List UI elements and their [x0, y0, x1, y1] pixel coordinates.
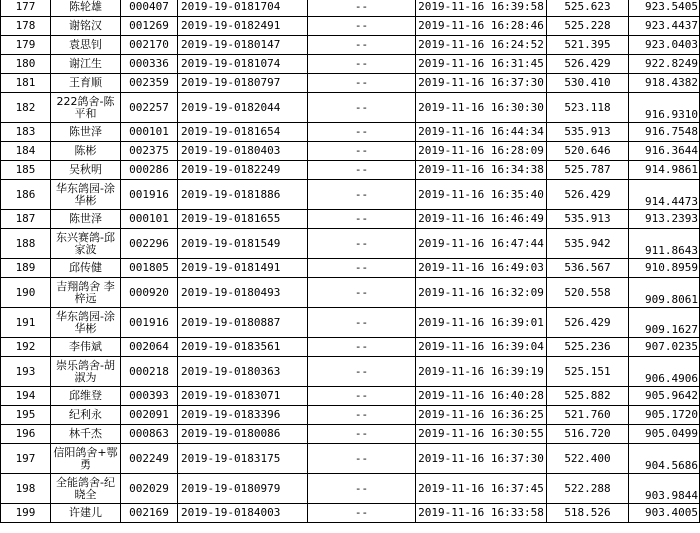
distance-cell: 525.623: [547, 0, 629, 17]
ring-number-cell: 2019-19-0183071: [178, 387, 308, 406]
arrival-time-cell: 2019-11-16 16:39:19: [416, 357, 547, 387]
speed-cell: 914.4473: [629, 180, 700, 210]
rank-cell: 182: [1, 93, 51, 123]
note-cell: --: [308, 278, 416, 308]
name-cell: 陈彬: [51, 142, 121, 161]
distance-cell: 521.395: [547, 36, 629, 55]
speed-cell: 910.8959: [629, 259, 700, 278]
name-cell: 陈轮雄: [51, 0, 121, 17]
name-cell: 东兴赛鸽-邱家波: [51, 229, 121, 259]
id-cell: 002359: [121, 74, 178, 93]
note-cell: --: [308, 259, 416, 278]
rank-cell: 178: [1, 17, 51, 36]
speed-cell: 916.7548: [629, 123, 700, 142]
ring-number-cell: 2019-19-0181074: [178, 55, 308, 74]
distance-cell: 516.720: [547, 425, 629, 444]
note-cell: --: [308, 93, 416, 123]
distance-cell: 526.429: [547, 55, 629, 74]
table-row: [1, 36, 700, 55]
rank-cell: 196: [1, 425, 51, 444]
speed-cell: 909.1627: [629, 308, 700, 338]
rank-cell: 198: [1, 474, 51, 504]
speed-cell: 903.9844: [629, 474, 700, 504]
arrival-time-cell: 2019-11-16 16:36:25: [416, 406, 547, 425]
distance-cell: 535.942: [547, 229, 629, 259]
arrival-time-cell: 2019-11-16 16:35:40: [416, 180, 547, 210]
rank-cell: 197: [1, 444, 51, 474]
name-cell: 华东鸽园-涂华彬: [51, 308, 121, 338]
speed-cell: 916.3644: [629, 142, 700, 161]
note-cell: --: [308, 210, 416, 229]
rank-cell: 195: [1, 406, 51, 425]
arrival-time-cell: 2019-11-16 16:40:28: [416, 387, 547, 406]
name-cell: 吉翔鸽舍 李梓远: [51, 278, 121, 308]
table-row: [1, 406, 700, 425]
name-cell: 李伟斌: [51, 338, 121, 357]
name-cell: 邱维登: [51, 387, 121, 406]
rank-cell: 181: [1, 74, 51, 93]
speed-cell: 909.8061: [629, 278, 700, 308]
name-cell: 全能鸽舍-纪晓全: [51, 474, 121, 504]
distance-cell: 526.429: [547, 308, 629, 338]
ring-number-cell: 2019-19-0183175: [178, 444, 308, 474]
speed-cell: 916.9310: [629, 93, 700, 123]
id-cell: 002029: [121, 474, 178, 504]
table-row: [1, 504, 700, 523]
rank-cell: 179: [1, 36, 51, 55]
note-cell: --: [308, 229, 416, 259]
rank-cell: 199: [1, 504, 51, 523]
id-cell: 001269: [121, 17, 178, 36]
id-cell: 001916: [121, 308, 178, 338]
arrival-time-cell: 2019-11-16 16:37:45: [416, 474, 547, 504]
note-cell: --: [308, 444, 416, 474]
name-cell: 崇乐鸽舍-胡淑为: [51, 357, 121, 387]
speed-cell: 911.8643: [629, 229, 700, 259]
distance-cell: 522.400: [547, 444, 629, 474]
ring-number-cell: 2019-19-0181491: [178, 259, 308, 278]
ring-number-cell: 2019-19-0180147: [178, 36, 308, 55]
note-cell: --: [308, 387, 416, 406]
arrival-time-cell: 2019-11-16 16:30:55: [416, 425, 547, 444]
note-cell: --: [308, 142, 416, 161]
distance-cell: 535.913: [547, 123, 629, 142]
distance-cell: 525.151: [547, 357, 629, 387]
speed-cell: 923.5405: [629, 0, 700, 17]
arrival-time-cell: 2019-11-16 16:39:01: [416, 308, 547, 338]
rank-cell: 177: [1, 0, 51, 17]
distance-cell: 535.913: [547, 210, 629, 229]
id-cell: 002169: [121, 504, 178, 523]
ring-number-cell: 2019-19-0180403: [178, 142, 308, 161]
table-row: [1, 338, 700, 357]
note-cell: --: [308, 406, 416, 425]
distance-cell: 521.760: [547, 406, 629, 425]
arrival-time-cell: 2019-11-16 16:49:03: [416, 259, 547, 278]
note-cell: --: [308, 74, 416, 93]
rank-cell: 193: [1, 357, 51, 387]
arrival-time-cell: 2019-11-16 16:46:49: [416, 210, 547, 229]
ring-number-cell: 2019-19-0180887: [178, 308, 308, 338]
rank-cell: 180: [1, 55, 51, 74]
ring-number-cell: 2019-19-0181655: [178, 210, 308, 229]
speed-cell: 903.4005: [629, 504, 700, 523]
table-row: [1, 444, 700, 474]
ring-number-cell: 2019-19-0183561: [178, 338, 308, 357]
id-cell: 000920: [121, 278, 178, 308]
note-cell: --: [308, 308, 416, 338]
table-row: [1, 93, 700, 123]
arrival-time-cell: 2019-11-16 16:28:09: [416, 142, 547, 161]
ring-number-cell: 2019-19-0180086: [178, 425, 308, 444]
ring-number-cell: 2019-19-0184003: [178, 504, 308, 523]
table-row: [1, 17, 700, 36]
ring-number-cell: 2019-19-0181704: [178, 0, 308, 17]
note-cell: --: [308, 357, 416, 387]
table-row: [1, 123, 700, 142]
distance-cell: 520.646: [547, 142, 629, 161]
speed-cell: 922.8249: [629, 55, 700, 74]
note-cell: --: [308, 180, 416, 210]
arrival-time-cell: 2019-11-16 16:24:52: [416, 36, 547, 55]
name-cell: 谢铭汉: [51, 17, 121, 36]
rank-cell: 188: [1, 229, 51, 259]
arrival-time-cell: 2019-11-16 16:32:09: [416, 278, 547, 308]
ring-number-cell: 2019-19-0180797: [178, 74, 308, 93]
note-cell: --: [308, 123, 416, 142]
ring-number-cell: 2019-19-0180979: [178, 474, 308, 504]
distance-cell: 522.288: [547, 474, 629, 504]
speed-cell: 914.9861: [629, 161, 700, 180]
id-cell: 001916: [121, 180, 178, 210]
note-cell: --: [308, 17, 416, 36]
speed-cell: 905.1720: [629, 406, 700, 425]
ring-number-cell: 2019-19-0183396: [178, 406, 308, 425]
table-row: [1, 161, 700, 180]
distance-cell: 526.429: [547, 180, 629, 210]
note-cell: --: [308, 504, 416, 523]
table-row: [1, 308, 700, 338]
rank-cell: 183: [1, 123, 51, 142]
id-cell: 000218: [121, 357, 178, 387]
ring-number-cell: 2019-19-0180493: [178, 278, 308, 308]
ring-number-cell: 2019-19-0182044: [178, 93, 308, 123]
note-cell: --: [308, 338, 416, 357]
id-cell: 002064: [121, 338, 178, 357]
ring-number-cell: 2019-19-0181549: [178, 229, 308, 259]
distance-cell: 525.236: [547, 338, 629, 357]
id-cell: 000407: [121, 0, 178, 17]
id-cell: 000863: [121, 425, 178, 444]
rank-cell: 190: [1, 278, 51, 308]
name-cell: 陈世泽: [51, 210, 121, 229]
table-row: [1, 474, 700, 504]
name-cell: 纪利永: [51, 406, 121, 425]
arrival-time-cell: 2019-11-16 16:47:44: [416, 229, 547, 259]
id-cell: 002091: [121, 406, 178, 425]
speed-cell: 923.4437: [629, 17, 700, 36]
id-cell: 002249: [121, 444, 178, 474]
table-row: [1, 210, 700, 229]
id-cell: 002170: [121, 36, 178, 55]
rank-cell: 189: [1, 259, 51, 278]
arrival-time-cell: 2019-11-16 16:39:04: [416, 338, 547, 357]
note-cell: --: [308, 474, 416, 504]
arrival-time-cell: 2019-11-16 16:37:30: [416, 74, 547, 93]
ring-number-cell: 2019-19-0182491: [178, 17, 308, 36]
distance-cell: 525.787: [547, 161, 629, 180]
speed-cell: 905.9642: [629, 387, 700, 406]
id-cell: 000336: [121, 55, 178, 74]
name-cell: 陈世泽: [51, 123, 121, 142]
rank-cell: 191: [1, 308, 51, 338]
name-cell: 华东鸽园-涂华彬: [51, 180, 121, 210]
id-cell: 002257: [121, 93, 178, 123]
distance-cell: 520.558: [547, 278, 629, 308]
id-cell: 001805: [121, 259, 178, 278]
arrival-time-cell: 2019-11-16 16:39:58: [416, 0, 547, 17]
distance-cell: 523.118: [547, 93, 629, 123]
speed-cell: 905.0499: [629, 425, 700, 444]
arrival-time-cell: 2019-11-16 16:30:30: [416, 93, 547, 123]
rank-cell: 186: [1, 180, 51, 210]
name-cell: 许建儿: [51, 504, 121, 523]
name-cell: 222鸽舍-陈平和: [51, 93, 121, 123]
note-cell: --: [308, 55, 416, 74]
table-row: [1, 425, 700, 444]
table-row: [1, 55, 700, 74]
speed-cell: 918.4382: [629, 74, 700, 93]
note-cell: --: [308, 36, 416, 55]
table-row: [1, 387, 700, 406]
distance-cell: 525.228: [547, 17, 629, 36]
name-cell: 谢江生: [51, 55, 121, 74]
table-row: [1, 142, 700, 161]
distance-cell: 530.410: [547, 74, 629, 93]
distance-cell: 536.567: [547, 259, 629, 278]
arrival-time-cell: 2019-11-16 16:33:58: [416, 504, 547, 523]
id-cell: 002375: [121, 142, 178, 161]
name-cell: 信阳鸽舍+鄂勇: [51, 444, 121, 474]
ring-number-cell: 2019-19-0181886: [178, 180, 308, 210]
table-row: [1, 0, 700, 17]
name-cell: 邱传健: [51, 259, 121, 278]
speed-cell: 906.4906: [629, 357, 700, 387]
note-cell: --: [308, 425, 416, 444]
arrival-time-cell: 2019-11-16 16:31:45: [416, 55, 547, 74]
name-cell: 王育顺: [51, 74, 121, 93]
ring-number-cell: 2019-19-0180363: [178, 357, 308, 387]
speed-cell: 904.5686: [629, 444, 700, 474]
table-row: [1, 357, 700, 387]
id-cell: 002296: [121, 229, 178, 259]
rank-cell: 184: [1, 142, 51, 161]
distance-cell: 525.882: [547, 387, 629, 406]
id-cell: 000101: [121, 210, 178, 229]
table-row: [1, 180, 700, 210]
name-cell: 林千杰: [51, 425, 121, 444]
name-cell: 袁思钊: [51, 36, 121, 55]
id-cell: 000286: [121, 161, 178, 180]
table-row: [1, 259, 700, 278]
arrival-time-cell: 2019-11-16 16:44:34: [416, 123, 547, 142]
ring-number-cell: 2019-19-0181654: [178, 123, 308, 142]
note-cell: --: [308, 161, 416, 180]
name-cell: 吴秋明: [51, 161, 121, 180]
rank-cell: 194: [1, 387, 51, 406]
distance-cell: 518.526: [547, 504, 629, 523]
rank-cell: 185: [1, 161, 51, 180]
table-row: [1, 74, 700, 93]
id-cell: 000101: [121, 123, 178, 142]
rank-cell: 192: [1, 338, 51, 357]
table-row: [1, 278, 700, 308]
speed-cell: 923.0403: [629, 36, 700, 55]
rank-cell: 187: [1, 210, 51, 229]
table-row: [1, 229, 700, 259]
speed-cell: 907.0235: [629, 338, 700, 357]
arrival-time-cell: 2019-11-16 16:28:46: [416, 17, 547, 36]
ring-number-cell: 2019-19-0182249: [178, 161, 308, 180]
arrival-time-cell: 2019-11-16 16:34:38: [416, 161, 547, 180]
speed-cell: 913.2393: [629, 210, 700, 229]
id-cell: 000393: [121, 387, 178, 406]
arrival-time-cell: 2019-11-16 16:37:30: [416, 444, 547, 474]
note-cell: --: [308, 0, 416, 17]
results-table-body: [1, 0, 700, 523]
